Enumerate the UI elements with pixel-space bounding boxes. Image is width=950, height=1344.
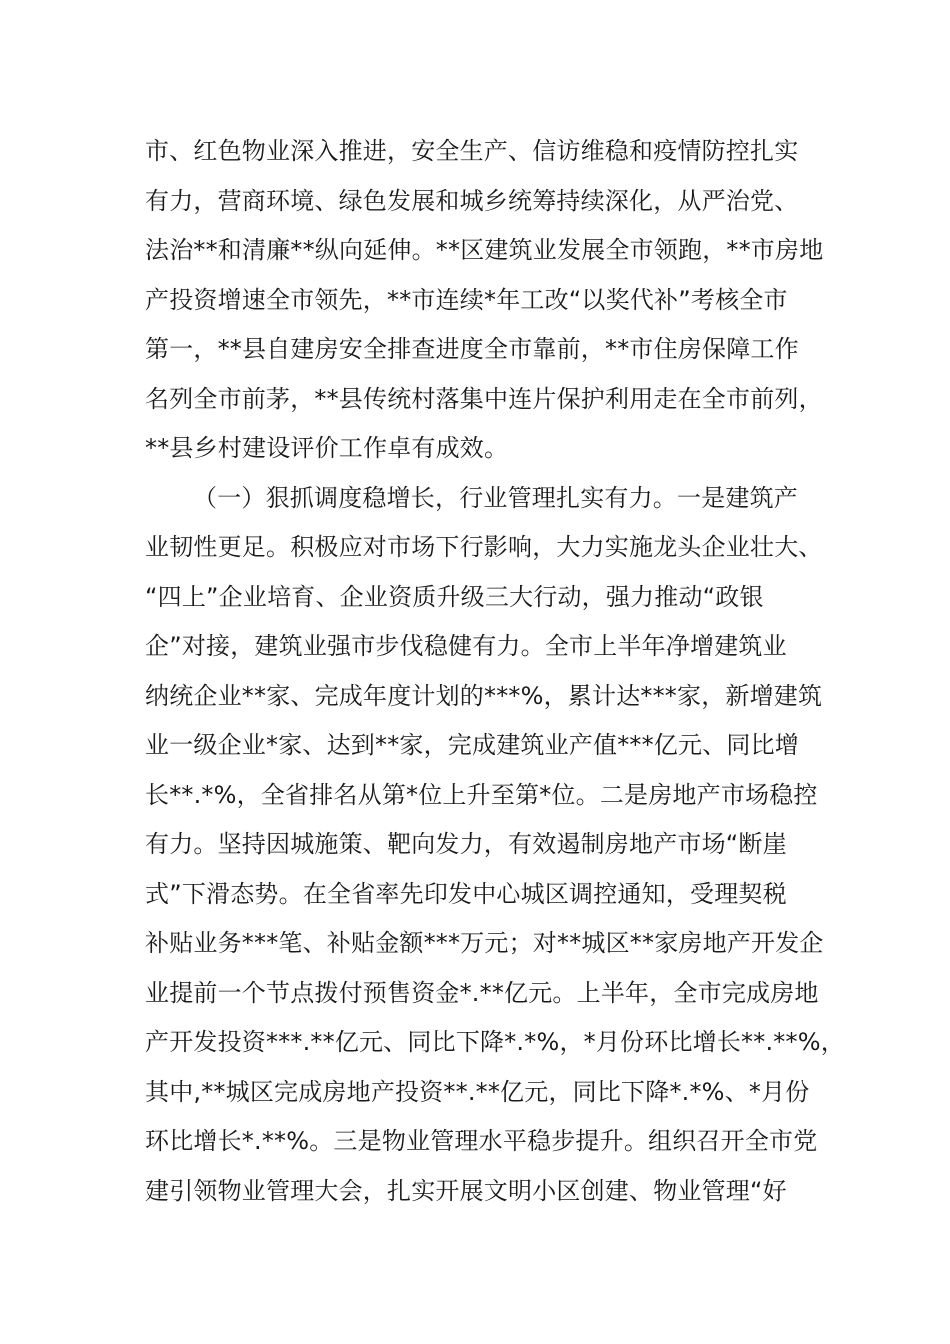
text-line: 环比增长*.**%。三是物业管理水平稳步提升。组织召开全市党 (145, 1127, 818, 1155)
text-line: 建引领物业管理大会，扎实开展文明小区创建、物业管理“好 (145, 1176, 787, 1205)
text-line: 其中,**城区完成房地产投资**.**亿元，同比下降*.*%、*月份 (145, 1077, 810, 1106)
paragraph-heading-line: （一）狠抓调度稳增长，行业管理扎实有力。一是建筑产 (193, 483, 798, 512)
text-line: 长**.*%，全省排名从第*位上升至第*位。二是房地产市场稳控 (145, 780, 818, 809)
text-line: **县乡村建设评价工作卓有成效。 (145, 434, 509, 462)
text-line: 第一，**县自建房安全排查进度全市靠前，**市住房保障工作 (145, 335, 799, 363)
text-line: 名列全市前茅，**县传统村落集中连片保护利用走在全市前列， (145, 384, 823, 413)
text-line: 纳统企业**家、完成年度计划的***%，累计达***家，新增建筑 (145, 681, 823, 710)
text-line: 产投资增速全市领先，**市连续*年工改“以奖代补”考核全市 (145, 285, 788, 314)
text-line: 业一级企业*家、达到**家，完成建筑业产值***亿元、同比增 (145, 731, 799, 759)
text-line: 业提前一个节点拨付预售资金*.**亿元。上半年，全市完成房地 (145, 978, 819, 1007)
text-line: 式”下滑态势。在全省率先印发中心城区调控通知，受理契税 (145, 879, 787, 908)
text-line: 有力，营商环境、绿色发展和城乡统筹持续深化，从严治党、 (145, 186, 799, 215)
text-line: 企”对接，建筑业强市步伐稳健有力。全市上半年净增建筑业 (145, 632, 787, 660)
text-line: 补贴业务***笔、补贴金额***万元；对**城区**家房地产开发企 (145, 929, 824, 957)
text-line: 业韧性更足。积极应对市场下行影响，大力实施龙头企业壮大、 (145, 533, 823, 561)
text-line: 法治**和清廉**纵向延伸。**区建筑业发展全市领跑，**市房地 (145, 236, 824, 264)
text-line: 市、红色物业深入推进，安全生产、信访维稳和疫情防控扎实 (145, 137, 799, 165)
text-line: 产开发投资***.**亿元、同比下降*.*%，*月份环比增长**.**%， (145, 1028, 845, 1056)
text-line: 有力。坚持因城施策、靶向发力，有效遏制房地产市场“断崖 (145, 830, 787, 858)
text-line: “四上”企业培育、企业资质升级三大行动，强力推动“政银 (145, 582, 764, 611)
